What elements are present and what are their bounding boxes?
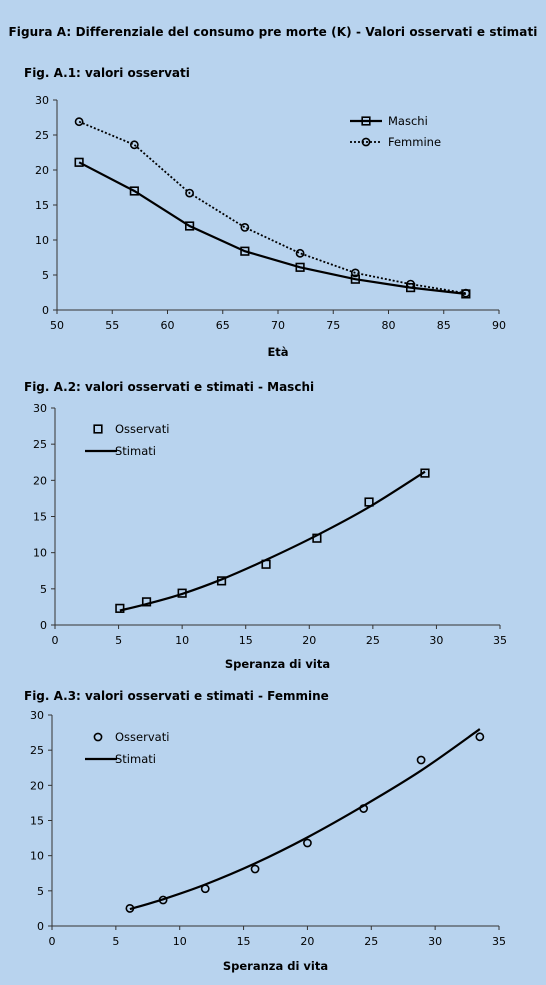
y-tick-label: 30 [30,709,44,722]
y-tick-label: 15 [30,814,44,828]
chart-2 [33,402,507,671]
x-tick-label: 20 [302,634,317,647]
y-tick-label: 0 [42,304,49,317]
x-tick-label: 10 [172,935,187,948]
point-osservati [476,733,483,740]
series-line-stimati [130,729,480,909]
x-axis-label: Speranza di vita [222,959,329,973]
series-line-stimati [120,472,425,611]
point-osservati [251,865,258,872]
y-tick-label: 20 [30,779,44,793]
point-osservati [304,839,311,846]
legend-marker-osservati [94,733,101,740]
x-tick-label: 30 [428,935,443,948]
y-tick-label: 5 [42,269,49,282]
y-tick-label: 30 [33,402,47,415]
x-tick-label: 0 [51,634,59,647]
x-tick-label: 75 [326,319,341,332]
x-tick-label: 70 [271,319,285,332]
point-femmine [131,141,138,148]
y-tick-label: 10 [33,546,47,560]
x-tick-label: 90 [492,319,506,332]
x-tick-label: 65 [215,319,230,332]
panel-title-a3: Fig. A.3: valori osservati e stimati - Femmine [24,689,329,703]
y-tick-label: 10 [35,234,49,247]
x-tick-label: 80 [381,319,396,332]
y-tick-label: 20 [35,164,49,177]
chart-1 [35,94,506,359]
x-tick-label: 35 [493,634,507,647]
y-tick-label: 0 [40,619,47,632]
x-tick-label: 30 [429,634,444,647]
y-tick-label: 5 [40,582,47,596]
x-axis-label: Speranza di vita [224,657,331,671]
x-tick-label: 25 [365,634,380,647]
figure-title: Figura A: Differenziale del consumo pre morte (K) - Valori osservati e stimati [8,25,538,39]
legend-label-stimati: Stimati [115,752,156,766]
y-tick-label: 25 [30,744,44,758]
x-tick-label: 5 [115,634,123,647]
x-tick-label: 15 [236,935,251,948]
x-tick-label: 10 [175,634,190,647]
x-tick-label: 5 [112,935,120,948]
x-tick-label: 15 [238,634,253,647]
point-femmine [241,224,248,231]
y-tick-label: 10 [30,849,44,863]
x-tick-label: 35 [492,935,506,948]
y-tick-label: 30 [35,94,49,107]
legend-label-femmine: Femmine [388,135,442,149]
legend-label-maschi: Maschi [388,114,428,128]
x-tick-label: 50 [50,319,64,332]
y-tick-label: 15 [33,510,47,524]
x-tick-label: 25 [364,935,379,948]
y-tick-label: 25 [33,438,47,452]
y-tick-label: 5 [37,884,44,898]
x-tick-label: 60 [160,319,175,332]
legend-label-osservati: Osservati [115,422,170,436]
x-tick-label: 0 [48,935,56,948]
y-tick-label: 20 [33,474,47,488]
y-tick-label: 15 [35,199,49,212]
legend-label-osservati: Osservati [115,730,170,744]
x-tick-label: 55 [105,319,120,332]
y-tick-label: 25 [35,129,49,142]
panel-title-a2: Fig. A.2: valori osservati e stimati - Maschi [24,380,315,394]
legend-marker-osservati [94,425,102,433]
y-tick-label: 0 [37,920,44,933]
x-tick-label: 85 [436,319,451,332]
series-line-maschi [79,162,466,294]
x-axis-label: Età [267,345,289,359]
point-osservati [417,756,424,763]
x-tick-label: 20 [300,935,315,948]
legend-label-stimati: Stimati [115,444,156,458]
panel-title-a1: Fig. A.1: valori osservati [24,66,190,80]
chart-3 [30,709,506,973]
